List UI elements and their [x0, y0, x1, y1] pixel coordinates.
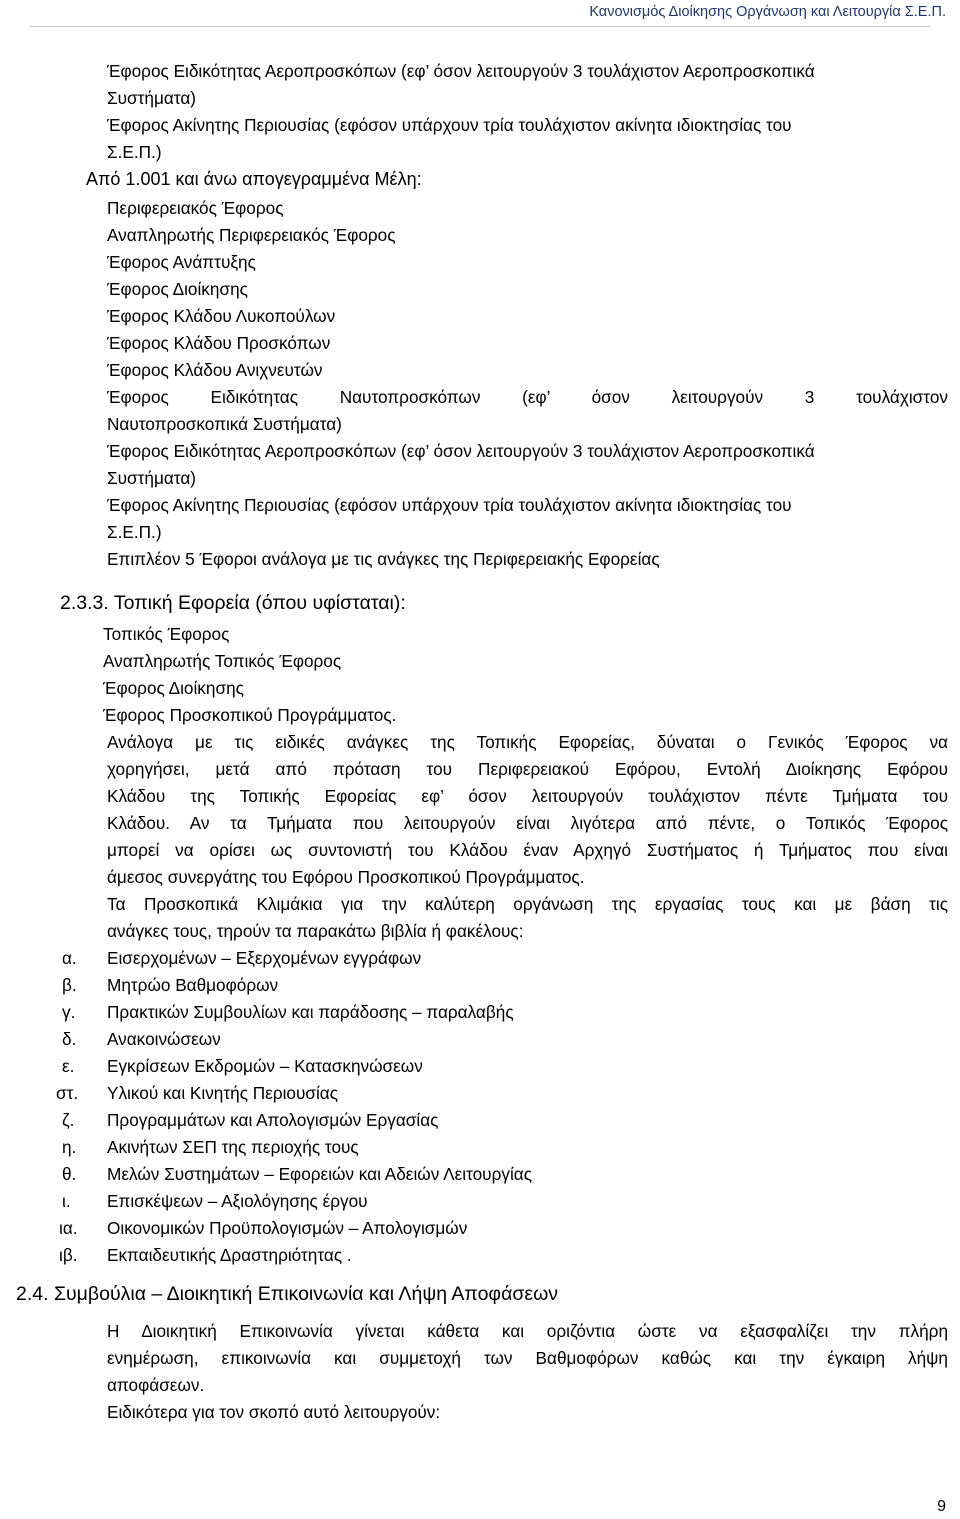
book-item: Εκπαιδευτικής Δραστηριότητας .: [107, 1245, 352, 1265]
book-item: Ανακοινώσεων: [107, 1029, 221, 1049]
books-intro-line: ανάγκες τους, τηρούν τα παρακάτω βιβλία ή φακέλους:: [107, 921, 524, 941]
paragraph-line: άμεσος συνεργάτης του Εφόρου Προσκοπικού Προγράμματος.: [107, 867, 585, 887]
book-item: Μητρώο Βαθμοφόρων: [107, 975, 279, 995]
list-item: Έφορος Κλάδου Λυκοπούλων: [107, 306, 336, 326]
property-line-2: Σ.Ε.Π.): [107, 142, 162, 162]
section-heading-2-4: 2.4. Συμβούλια – Διοικητική Επικοινωνία και Λήψη Αποφάσεων: [16, 1283, 559, 1305]
list-item: Αναπληρωτής Τοπικός Έφορος: [103, 651, 342, 671]
list-marker: γ.: [62, 1002, 76, 1022]
list-marker: δ.: [62, 1029, 77, 1049]
book-item: Προγραμμάτων και Απολογισμών Εργασίας: [107, 1110, 439, 1130]
book-item: Εισερχομένων – Εξερχομένων εγγράφων: [107, 948, 422, 968]
list-item: Αναπληρωτής Περιφερειακός Έφορος: [107, 225, 396, 245]
closing-line: Ειδικότερα για τον σκοπό αυτό λειτουργούν:: [107, 1402, 441, 1422]
book-item: Οικονομικών Προϋπολογισμών – Απολογισμών: [107, 1218, 468, 1238]
property-line-1: Έφορος Ακίνητης Περιουσίας (εφόσον υπάρχουν τρία τουλάχιστον ακίνητα ιδιοκτησίας του: [107, 115, 792, 135]
book-item: Ακινήτων ΣΕΠ της περιοχής τους: [107, 1137, 359, 1157]
book-item: Υλικού και Κινητής Περιουσίας: [107, 1083, 339, 1103]
section-heading-2-3-3: 2.3.3. Τοπική Εφορεία (όπου υφίσταται):: [60, 592, 406, 614]
paragraph-line: ενημέρωση, επικοινωνία και συμμετοχή των Βαθμοφόρων καθώς και την έγκαιρη λήψη: [107, 1348, 948, 1368]
paragraph-line: Κλάδου της Τοπικής Εφορείας εφ’ όσον λειτουργούν τουλάχιστον πέντε Τμήματα του: [107, 786, 948, 806]
list-marker: β.: [62, 975, 77, 995]
list-item: Έφορος Διοίκησης: [107, 279, 248, 299]
paragraph-line: μπορεί να ορίσει ως συντονιστή του Κλάδου έναν Αρχηγό Συστήματος ή Τμήματος που είναι: [107, 840, 948, 860]
list-marker: ι.: [62, 1191, 71, 1211]
property-line-2: Σ.Ε.Π.): [107, 522, 162, 542]
list-marker: ε.: [62, 1056, 75, 1076]
books-intro-line: Τα Προσκοπικά Κλιμάκια για την καλύτερη οργάνωση της εργασίας τους και με βάση τις: [107, 894, 948, 914]
list-item: Έφορος Προσκοπικού Προγράμματος.: [103, 705, 397, 725]
specialty-air-line-2: Συστήματα): [107, 88, 197, 108]
book-item: Επισκέψεων – Αξιολόγησης έργου: [107, 1191, 368, 1211]
list-item: Έφορος Διοίκησης: [103, 678, 244, 698]
paragraph-line: αποφάσεων.: [107, 1375, 205, 1395]
running-header: Κανονισμός Διοίκησης Οργάνωση και Λειτουργία Σ.Ε.Π.: [589, 4, 946, 20]
sea-specialty-line-2: Ναυτοπροσκοπικά Συστήματα): [107, 414, 342, 434]
air-specialty-line-1: Έφορος Ειδικότητας Αεροπροσκόπων (εφ’ όσον λειτουργούν 3 τουλάχιστον Αεροπροσκοπικά: [107, 441, 815, 461]
header-divider: [30, 26, 930, 27]
members-threshold-intro: Από 1.001 και άνω απογεγραμμένα Μέλη:: [86, 169, 422, 189]
paragraph-line: Κλάδου. Αν τα Τμήματα που λειτουργούν είναι λιγότερα από πέντε, ο Τοπικός Έφορος: [107, 813, 948, 833]
extra-ephors-line: Επιπλέον 5 Έφοροι ανάλογα με τις ανάγκες της Περιφερειακής Εφορείας: [107, 549, 660, 569]
paragraph-line: χορηγήσει, μετά από πρόταση του Περιφερειακού Εφόρου, Εντολή Διοίκησης Εφόρου: [107, 759, 948, 779]
list-marker: α.: [62, 948, 77, 968]
book-item: Πρακτικών Συμβουλίων και παράδοσης – παραλαβής: [107, 1002, 514, 1022]
air-specialty-line-2: Συστήματα): [107, 468, 197, 488]
book-item: Μελών Συστημάτων – Εφορειών και Αδειών Λειτουργίας: [107, 1164, 532, 1184]
page-number: 9: [937, 1498, 946, 1515]
list-marker: η.: [62, 1137, 77, 1157]
paragraph-line: Η Διοικητική Επικοινωνία γίνεται κάθετα και οριζόντια ώστε να εξασφαλίζει την πλήρη: [107, 1321, 948, 1341]
list-marker: ζ.: [62, 1110, 75, 1130]
book-item: Εγκρίσεων Εκδρομών – Κατασκηνώσεων: [107, 1056, 423, 1076]
list-item: Έφορος Κλάδου Προσκόπων: [107, 333, 331, 353]
list-marker: ιβ.: [59, 1245, 78, 1265]
property-line-1: Έφορος Ακίνητης Περιουσίας (εφόσον υπάρχουν τρία τουλάχιστον ακίνητα ιδιοκτησίας του: [107, 495, 792, 515]
list-item: Έφορος Ανάπτυξης: [107, 252, 256, 272]
list-item: Έφορος Κλάδου Ανιχνευτών: [107, 360, 323, 380]
list-item: Τοπικός Έφορος: [103, 624, 230, 644]
list-marker: θ.: [62, 1164, 77, 1184]
specialty-air-line-1: Έφορος Ειδικότητας Αεροπροσκόπων (εφ’ όσον λειτουργούν 3 τουλάχιστον Αεροπροσκοπικά: [107, 61, 815, 81]
list-item: Περιφερειακός Έφορος: [107, 198, 284, 218]
list-marker: ια.: [59, 1218, 78, 1238]
list-marker: στ.: [56, 1083, 79, 1103]
paragraph-line: Ανάλογα με τις ειδικές ανάγκες της Τοπικής Εφορείας, δύναται ο Γενικός Έφορος να: [107, 732, 948, 752]
sea-specialty-line-1: Έφορος Ειδικότητας Ναυτοπροσκόπων (εφ’ όσον λειτουργούν 3 τουλάχιστον: [107, 387, 948, 407]
